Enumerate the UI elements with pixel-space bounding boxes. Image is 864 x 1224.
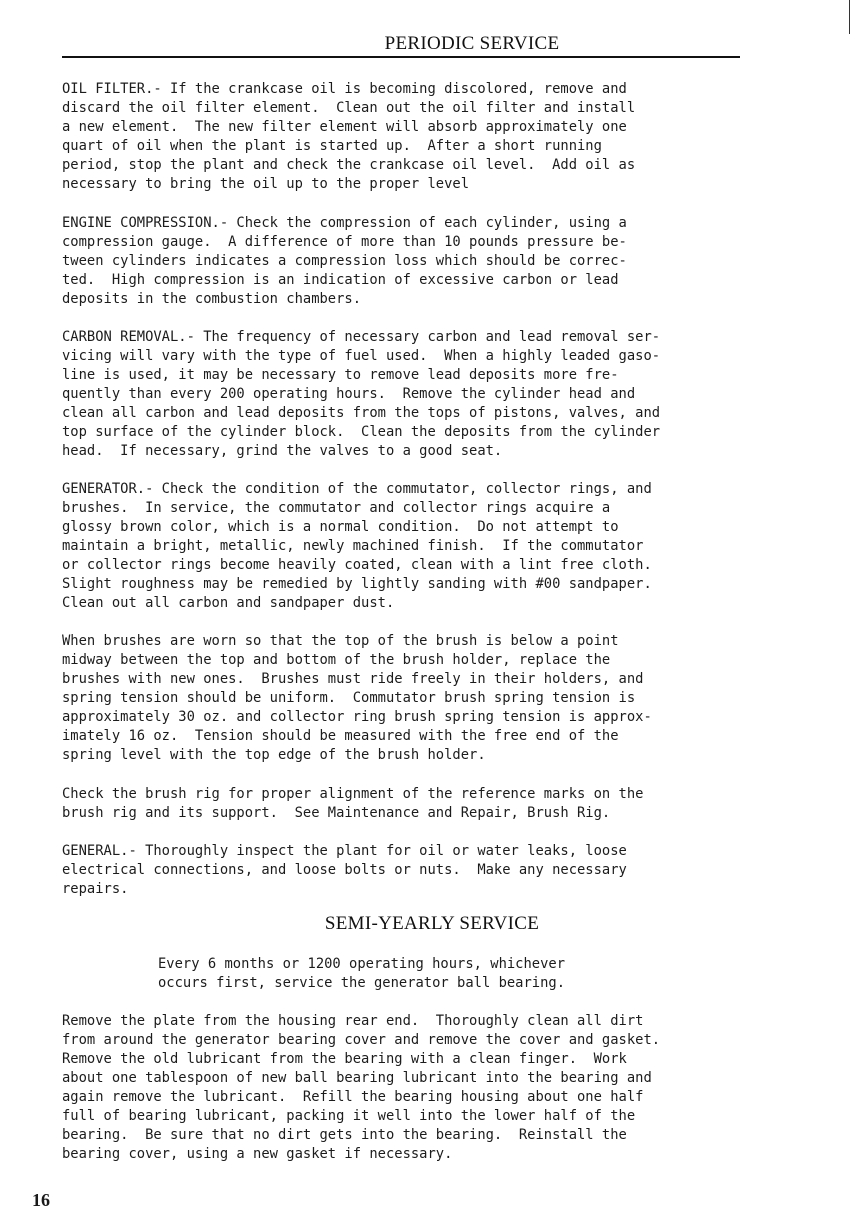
text-line: quart of oil when the plant is started up. After a short running xyxy=(62,138,602,154)
text-line: maintain a bright, metallic, newly machined finish. If the commutator xyxy=(62,538,644,554)
text-line: necessary to bring the oil up to the proper level xyxy=(62,176,470,192)
text-line: quently than every 200 operating hours. Remove the cylinder head and xyxy=(62,386,636,402)
oil-filter-paragraph xyxy=(62,80,635,194)
text-line: line is used, it may be necessary to remove lead deposits more fre- xyxy=(62,367,619,383)
text-line: tween cylinders indicates a compression loss which should be correc- xyxy=(62,253,627,269)
text-line: deposits in the combustion chambers. xyxy=(62,291,362,307)
text-line: brush rig and its support. See Maintenance and Repair, Brush Rig. xyxy=(62,805,611,821)
semi-yearly-intro xyxy=(158,955,565,993)
text-line: again remove the lubricant. Refill the bearing housing about one half xyxy=(62,1089,644,1105)
text-line: clean all carbon and lead deposits from the tops of pistons, valves, and xyxy=(62,405,661,421)
text-line: imately 16 oz. Tension should be measured with the free end of the xyxy=(62,728,619,744)
text-line: from around the generator bearing cover and remove the cover and gasket. xyxy=(62,1032,661,1048)
text-line: top surface of the cylinder block. Clean the deposits from the cylinder xyxy=(62,424,661,440)
scan-edge-mark xyxy=(849,0,850,34)
text-line: midway between the top and bottom of the brush holder, replace the xyxy=(62,652,611,668)
brushes-paragraph xyxy=(62,632,652,765)
page-title: PERIODIC SERVICE xyxy=(384,33,560,54)
text-line: occurs first, service the generator ball bearing. xyxy=(158,975,566,991)
brush-rig-paragraph xyxy=(62,785,643,823)
text-line: brushes. In service, the commutator and collector rings acquire a xyxy=(62,500,611,516)
text-line: or collector rings become heavily coated, clean with a lint free cloth. xyxy=(62,557,652,573)
title-rule xyxy=(62,56,740,58)
section-title: SEMI-YEARLY SERVICE xyxy=(324,913,540,934)
text-line: When brushes are worn so that the top of the brush is below a point xyxy=(62,633,619,649)
text-line: spring tension should be uniform. Commutator brush spring tension is xyxy=(62,690,636,706)
text-line: head. If necessary, grind the valves to a good seat. xyxy=(62,443,503,459)
engine-compression-paragraph xyxy=(62,214,627,309)
text-line: GENERATOR.- Check the condition of the commutator, collector rings, and xyxy=(62,481,652,497)
text-line: CARBON REMOVAL.- The frequency of necessary carbon and lead removal ser- xyxy=(62,329,661,345)
text-line: compression gauge. A difference of more than 10 pounds pressure be- xyxy=(62,234,627,250)
text-line: full of bearing lubricant, packing it well into the lower half of the xyxy=(62,1108,636,1124)
general-paragraph xyxy=(62,842,627,899)
text-line: ENGINE COMPRESSION.- Check the compression of each cylinder, using a xyxy=(62,215,627,231)
text-line: Remove the old lubricant from the bearing with a clean finger. Work xyxy=(62,1051,627,1067)
page-number: 16 xyxy=(32,1190,50,1210)
text-line: Slight roughness may be remedied by lightly sanding with #00 sandpaper. xyxy=(62,576,652,592)
text-line: electrical connections, and loose bolts or nuts. Make any necessary xyxy=(62,862,627,878)
text-line: glossy brown color, which is a normal condition. Do not attempt to xyxy=(62,519,619,535)
text-line: discard the oil filter element. Clean out the oil filter and install xyxy=(62,100,636,116)
text-line: period, stop the plant and check the crankcase oil level. Add oil as xyxy=(62,157,636,173)
text-line: vicing will vary with the type of fuel used. When a highly leaded gaso- xyxy=(62,348,661,364)
text-line: ted. High compression is an indication of excessive carbon or lead xyxy=(62,272,619,288)
semi-yearly-paragraph xyxy=(62,1012,660,1164)
text-line: bearing. Be sure that no dirt gets into the bearing. Reinstall the xyxy=(62,1127,627,1143)
text-line: approximately 30 oz. and collector ring brush spring tension is approx- xyxy=(62,709,652,725)
text-line: Check the brush rig for proper alignment of the reference marks on the xyxy=(62,786,644,802)
text-line: repairs. xyxy=(62,881,129,897)
text-line: brushes with new ones. Brushes must ride freely in their holders, and xyxy=(62,671,644,687)
text-line: about one tablespoon of new ball bearing lubricant into the bearing and xyxy=(62,1070,652,1086)
text-line: Clean out all carbon and sandpaper dust. xyxy=(62,595,395,611)
text-line: Every 6 months or 1200 operating hours, whichever xyxy=(158,956,566,972)
text-line: Remove the plate from the housing rear end. Thoroughly clean all dirt xyxy=(62,1013,644,1029)
generator-paragraph xyxy=(62,480,652,613)
text-line: bearing cover, using a new gasket if necessary. xyxy=(62,1146,453,1162)
text-line: a new element. The new filter element will absorb approximately one xyxy=(62,119,627,135)
carbon-removal-paragraph xyxy=(62,328,660,461)
text-line: GENERAL.- Thoroughly inspect the plant for oil or water leaks, loose xyxy=(62,843,627,859)
text-line: OIL FILTER.- If the crankcase oil is becoming discolored, remove and xyxy=(62,81,627,97)
text-line: spring level with the top edge of the brush holder. xyxy=(62,747,486,763)
